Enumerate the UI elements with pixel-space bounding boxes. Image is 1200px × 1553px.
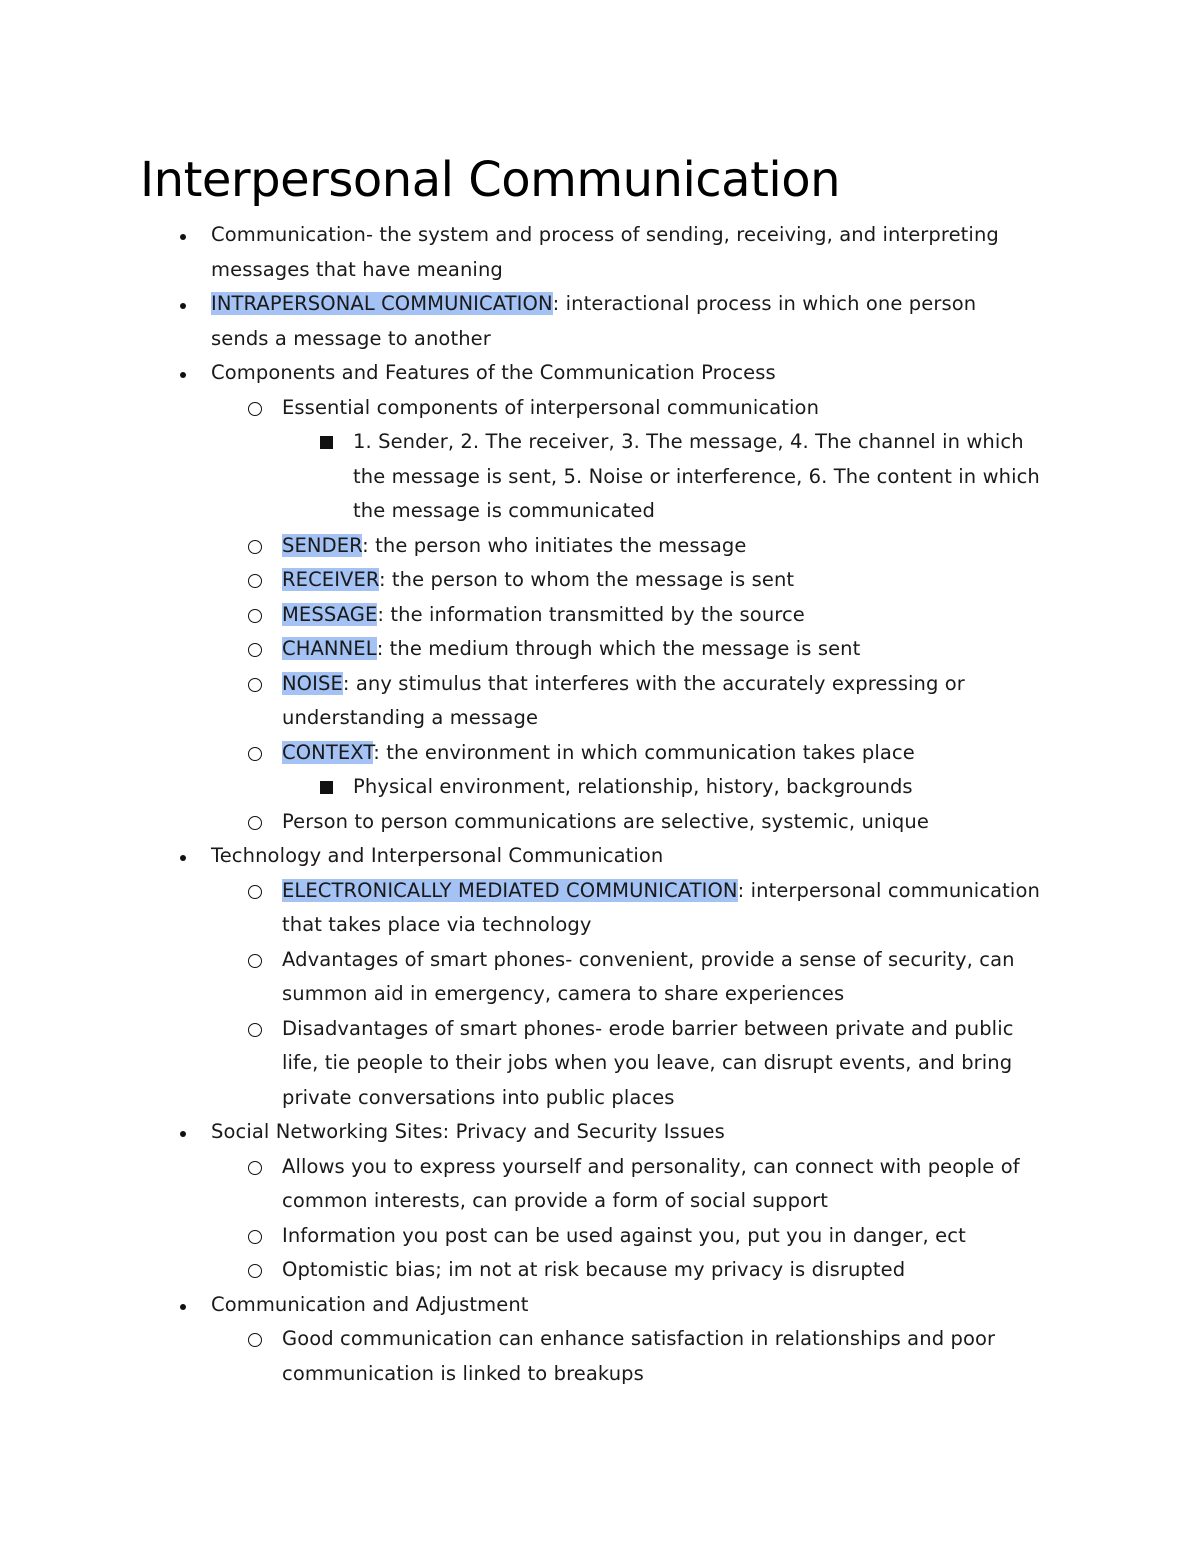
list-item — [0, 1150, 1042, 1219]
list-item — [0, 667, 1042, 736]
item-text: Social Networking Sites: Privacy and Security Issues — [211, 1120, 725, 1143]
list-item — [0, 218, 1031, 287]
list-item — [0, 425, 1058, 529]
list-item — [0, 1253, 1042, 1288]
list-item — [0, 943, 1042, 1012]
list-item — [0, 632, 1042, 667]
list-item — [0, 391, 1042, 426]
page-title: Interpersonal Communication — [140, 152, 841, 208]
item-text: Physical environment, relationship, history, backgrounds — [353, 775, 913, 798]
highlighted-term: CONTEXT — [282, 740, 374, 764]
list-item — [0, 1115, 1031, 1150]
item-text: Advantages of smart phones- convenient, provide a sense of security, can summon aid in emergency, camera to share experiences — [282, 947, 1015, 1005]
item-text: : the medium through which the message is sent — [376, 637, 861, 660]
list-item — [0, 1219, 1042, 1254]
highlighted-term: RECEIVER — [282, 568, 379, 591]
list-item — [0, 287, 1031, 356]
item-text: Person to person communications are selective, systemic, unique — [282, 809, 929, 833]
item-text: 1. Sender, 2. The receiver, 3. The message, 4. The channel in which the message is sent, 5. Noise or interference, 6. The content in which the message is communicated — [353, 430, 1040, 522]
highlighted-term: NOISE — [282, 671, 343, 695]
item-text: Technology and Interpersonal Communication — [211, 844, 664, 867]
item-text: Disadvantages of smart phones- erode barrier between private and public life, tie people to their jobs when you leave, can disrupt events, and bring private conversations into public places — [282, 1016, 1014, 1109]
item-text: : interactional process in which one person sends a message to another — [211, 292, 977, 350]
item-text: Communication and Adjustment — [211, 1292, 529, 1316]
highlighted-term: ELECTRONICALLY MEDIATED COMMUNICATION — [282, 878, 738, 902]
item-text: Components and Features of the Communication Process — [211, 361, 776, 384]
highlighted-term: CHANNEL — [282, 637, 377, 660]
item-text: : the information transmitted by the source — [377, 602, 805, 626]
item-text: Allows you to express yourself and personality, can connect with people of common interests, can provide a form of social support — [282, 1154, 1020, 1212]
item-text: Essential components of interpersonal communication — [282, 395, 820, 419]
list-item — [0, 736, 1042, 771]
item-text: Information you post can be used against you, put you in danger, ect — [282, 1223, 966, 1247]
list-item — [0, 563, 1042, 598]
list-item — [0, 770, 1058, 805]
notes-outline — [0, 218, 1200, 1391]
list-item — [0, 839, 1031, 874]
item-text: Good communication can enhance satisfaction in relationships and poor communication is linked to breakups — [282, 1327, 996, 1385]
item-text: : any stimulus that interferes with the accurately expressing or understanding a message — [282, 671, 965, 729]
list-item — [0, 1322, 1042, 1391]
highlighted-term: INTRAPERSONAL COMMUNICATION — [211, 292, 553, 315]
list-item — [0, 1288, 1031, 1323]
item-text: : the environment in which communication takes place — [373, 740, 915, 764]
list-item — [0, 529, 1042, 564]
item-text: : the person to whom the message is sent — [378, 568, 795, 591]
list-item — [0, 356, 1031, 391]
list-item — [0, 805, 1042, 840]
item-text: : the person who initiates the message — [362, 533, 747, 557]
item-text: : interpersonal communication that takes place via technology — [282, 878, 1040, 936]
list-item — [0, 598, 1042, 633]
item-text: Communication- the system and process of sending, receiving, and interpreting messages that have meaning — [211, 223, 999, 281]
list-item — [0, 1012, 1042, 1116]
item-text: Optomistic bias; im not at risk because my privacy is disrupted — [282, 1258, 906, 1281]
highlighted-term: MESSAGE — [282, 602, 378, 626]
list-item — [0, 874, 1042, 943]
highlighted-term: SENDER — [282, 533, 363, 557]
